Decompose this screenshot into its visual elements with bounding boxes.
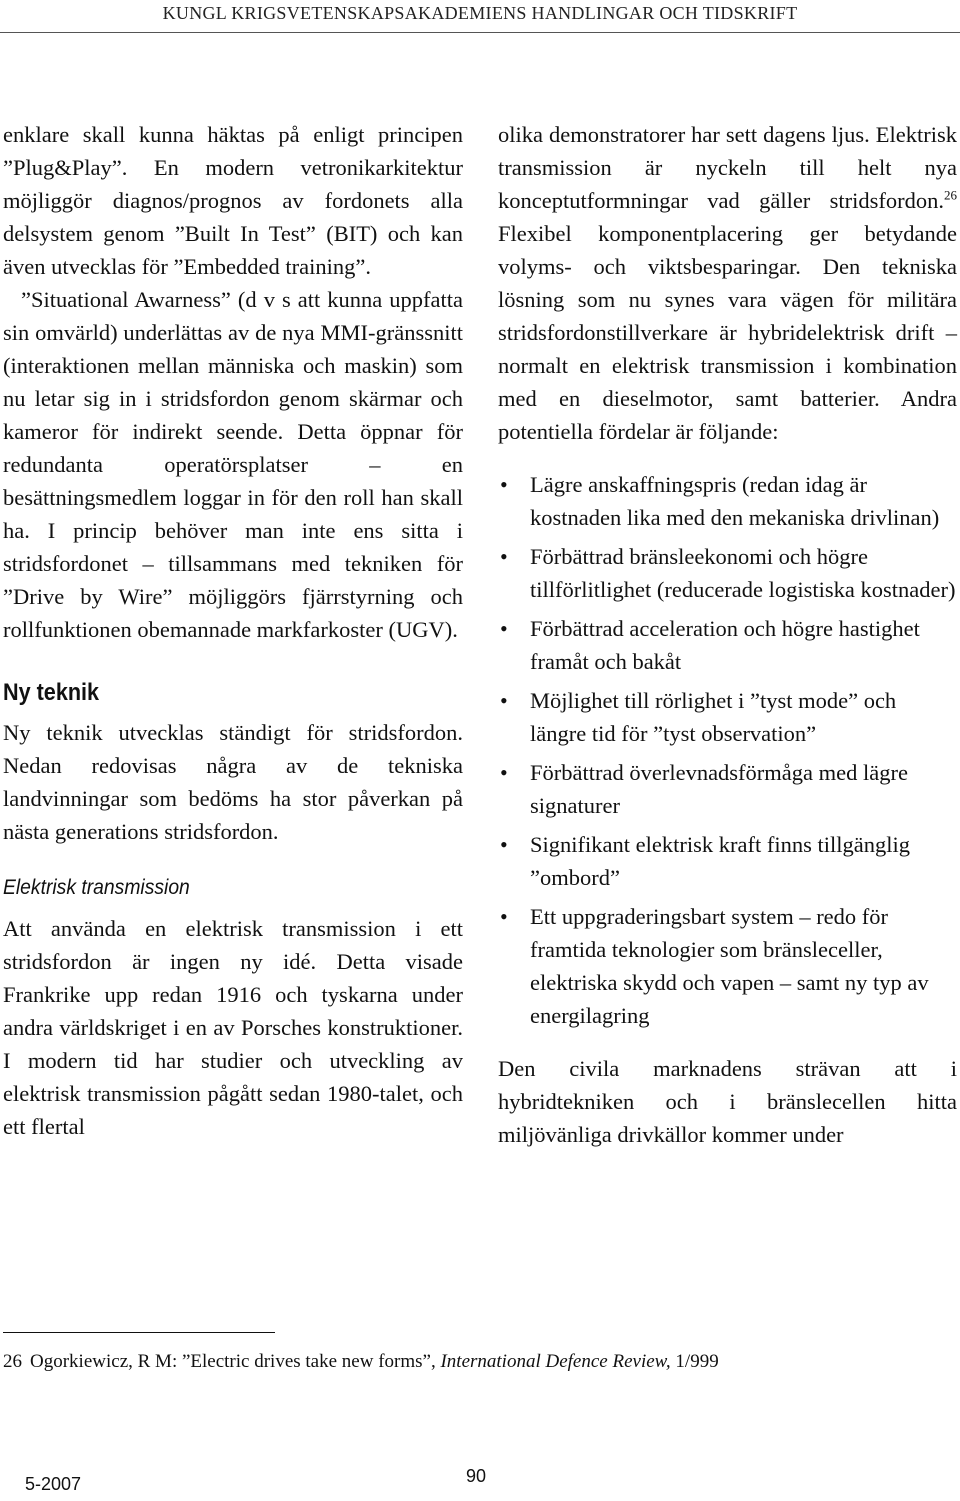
list-item [498,468,957,534]
left-paragraph-1: enklare skall kunna häktas på enligt principen ”Plug&Play”. En modern vetronikarkitektur möjliggör diagnos/prognos av fordonets alla delsystem genom ”Built In Test” (BIT) och kan även utvecklas för ”Embedded training”. [3,122,463,279]
footnote-text-b: 1/999 [670,1351,719,1372]
list-item [498,684,957,750]
left-paragraph-2: ”Situational Awarness” (d v s att kunna uppfatta sin omvärld) underlättas av de nya MMI-gränssnitt (interaktionen mellan människa och maskin) som nu letar sig in i stridsfordon genom skärmar och kameror för indirekt seende. Detta öppnar för redundanta operatörsplatser – en besättningsmedlem loggar in för den roll han skall ha. I princip behöver man inte ens sitta i stridsfordonet – tillsammans med tekniken för ”Drive by Wire” möjliggörs fjärrstyrning och rollfunktionen obemannade markfarkoster (UGV). [3,287,463,642]
list-item [498,756,957,822]
bullet-icon: • [500,544,508,569]
advantages-list [498,468,957,1032]
list-item-text: Förbättrad överlevnadsförmåga med lägre signaturer [530,760,908,818]
right-column [498,118,957,1151]
bullet-icon: • [500,472,508,497]
footnote-number: 26 [3,1351,22,1372]
list-item-text: Ett uppgraderingsbart system – redo för framtida teknologier som bränsleceller, elektriska skydd och vapen – samt ny typ av energilagring [530,904,929,1028]
list-item-text: Förbättrad acceleration och högre hastighet framåt och bakåt [530,616,920,674]
list-item [498,540,957,606]
page-number: 90 [466,1466,487,1486]
list-item [498,612,957,678]
issue-label: 5-2007 [25,1474,82,1494]
left-column [3,118,463,1143]
bullet-icon: • [500,616,508,641]
section-heading-ny-teknik: Ny teknik [3,679,100,706]
left-paragraph-4: Att använda en elektrisk transmission i ett stridsfordon är ingen ny idé. Detta visade Frankrike upp redan 1916 och tyskarna under andra världskriget i en av Porsches konstruktioner. I modern tid har studier och utveckling av elektrisk transmission pågått sedan 1980-talet, och ett flertal [3,916,463,1139]
page-footer [0,1466,960,1498]
header-rule [0,32,960,33]
footnote-text-a: Ogorkiewicz, R M: ”Electric drives take new forms”, [30,1351,441,1372]
list-item [498,900,957,1032]
right-paragraph-1-text-a: olika demonstratorer har sett dagens ljus. Elektrisk transmission är nyckeln till helt nya konceptutformningar vad gäller stridsfordon. [498,122,957,213]
list-item [498,828,957,894]
footnote-reference[interactable]: 26 [944,187,957,203]
footnote-rule [3,1332,275,1333]
footnote-journal: International Defence Review, [440,1351,671,1372]
list-item-text: Möjlighet till rörlighet i ”tyst mode” och längre tid för ”tyst observation” [530,688,897,746]
bullet-icon: • [500,832,508,857]
right-paragraph-1-text-b: Flexibel komponentplacering ger betydande volyms- och viktsbesparingar. Den tekniska lösning som nu synes vara vägen för militära stridsfordonstillverkare är hybridelektrisk drift – normalt en elektrisk transmission i kombination med en dieselmotor, samt batterier. Andra potentiella fördelar är följande: [498,221,957,444]
running-header: KUNGL KRIGSVETENSKAPSAKADEMIENS HANDLINGAR OCH TIDSKRIFT [162,3,798,23]
list-item-text: Förbättrad bränsleekonomi och högre tillförlitlighet (reducerade logistiska kostnader) [530,544,956,602]
footnote [3,1350,953,1374]
bullet-icon: • [500,688,508,713]
bullet-icon: • [500,904,508,929]
bullet-icon: • [500,760,508,785]
left-paragraph-3: Ny teknik utvecklas ständigt för stridsfordon. Nedan redovisas några av de tekniska landvinningar som bedöms ha stor påverkan på nästa generations stridsfordon. [3,720,463,844]
right-paragraph-1 [498,118,957,448]
list-item-text: Signifikant elektrisk kraft finns tillgänglig ”ombord” [530,832,910,890]
subsection-heading-elektrisk-transmission: Elektrisk transmission [3,876,190,899]
list-item-text: Lägre anskaffningspris (redan idag är kostnaden lika med den mekaniska drivlinan) [530,472,940,530]
right-paragraph-2: Den civila marknadens strävan att i hybridtekniken och i bränslecellen hitta miljövänliga drivkällor kommer under [498,1056,957,1147]
